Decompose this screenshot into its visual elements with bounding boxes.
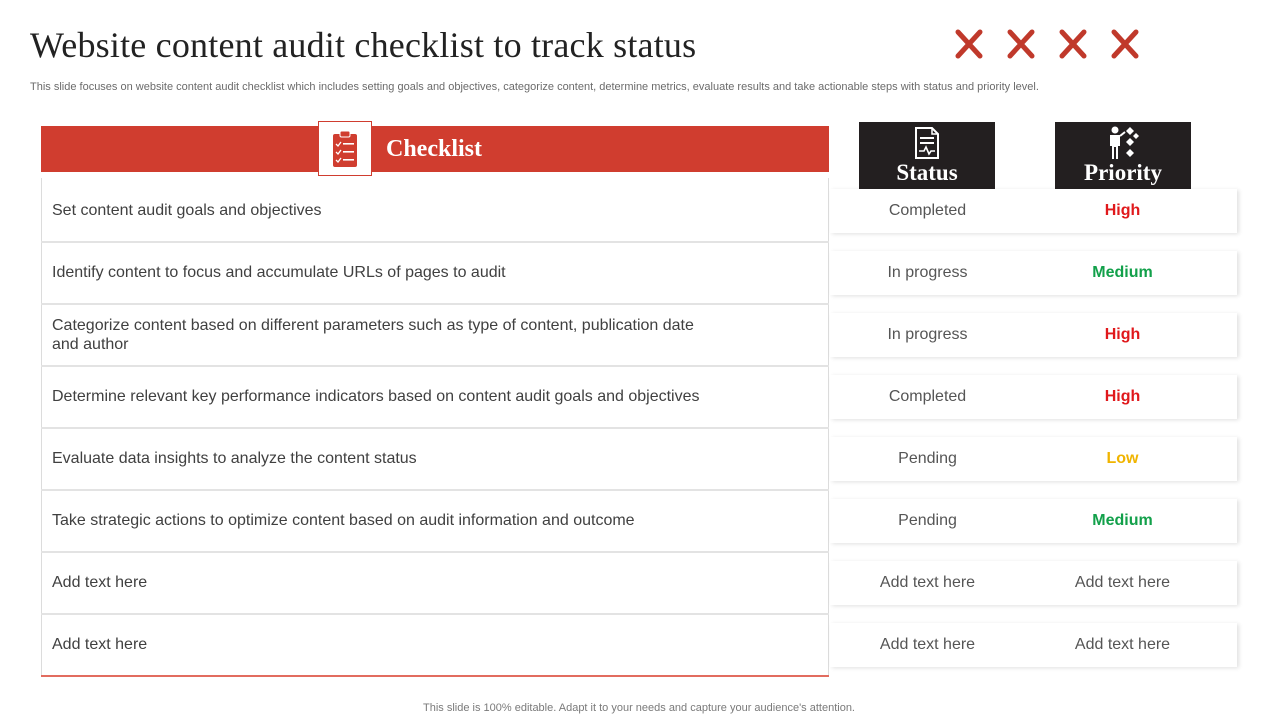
status-column-header <box>859 122 995 189</box>
task-priority: Low <box>1106 450 1139 467</box>
slide-footer: This slide is 100% editable. Adapt it to your needs and capture your audience's attention. <box>423 702 855 714</box>
checklist-task: Identify content to focus and accumulate URLs of pages to audit <box>52 264 506 281</box>
task-priority: High <box>1104 202 1141 219</box>
person-diamonds-icon <box>1105 126 1141 160</box>
checklist-column-title: Checklist <box>386 136 482 162</box>
decorative-x-marks <box>955 28 1139 60</box>
status-header-label: Status <box>896 160 958 185</box>
task-status: Completed <box>888 388 967 405</box>
task-priority: Add text here <box>1074 574 1171 591</box>
checklist-task: Determine relevant key performance indicators based on content audit goals and objectives <box>52 388 700 405</box>
priority-column-header <box>1055 122 1191 189</box>
checklist-task: Take strategic actions to optimize content based on audit information and outcome <box>52 512 635 529</box>
task-priority: High <box>1104 326 1141 343</box>
task-priority: High <box>1104 388 1141 405</box>
x-mark-icon <box>1007 28 1035 60</box>
task-priority: Add text here <box>1074 636 1171 653</box>
x-mark-icon <box>1111 28 1139 60</box>
x-mark-icon <box>955 28 983 60</box>
task-status: In progress <box>887 326 968 343</box>
checklist-task: Evaluate data insights to analyze the content status <box>52 450 417 467</box>
table-bottom-line <box>41 675 829 677</box>
checklist-icon-box <box>318 121 372 176</box>
document-pulse-icon <box>912 126 942 160</box>
task-status: Completed <box>888 202 967 219</box>
priority-header-label: Priority <box>1084 160 1162 185</box>
task-status: Pending <box>898 450 957 467</box>
checklist-task: Add text here <box>52 636 148 653</box>
task-status: In progress <box>887 264 968 281</box>
checklist-task: Categorize content based on different parameters such as type of content, publication date and author <box>52 316 694 353</box>
task-status: Add text here <box>879 574 976 591</box>
task-status: Pending <box>898 512 957 529</box>
slide-title: Website content audit checklist to track status <box>30 25 697 65</box>
task-priority: Medium <box>1092 512 1153 529</box>
x-mark-icon <box>1059 28 1087 60</box>
clipboard-checklist-icon <box>332 130 358 168</box>
slide-subtitle: This slide focuses on website content audit checklist which includes setting goals and objectives, categorize content, determine metrics, evaluate results and take actionable steps with status and priority level. <box>30 81 1039 93</box>
checklist-task: Set content audit goals and objectives <box>52 202 322 219</box>
task-status: Add text here <box>879 636 976 653</box>
checklist-task: Add text here <box>52 574 148 591</box>
task-priority: Medium <box>1092 264 1153 281</box>
